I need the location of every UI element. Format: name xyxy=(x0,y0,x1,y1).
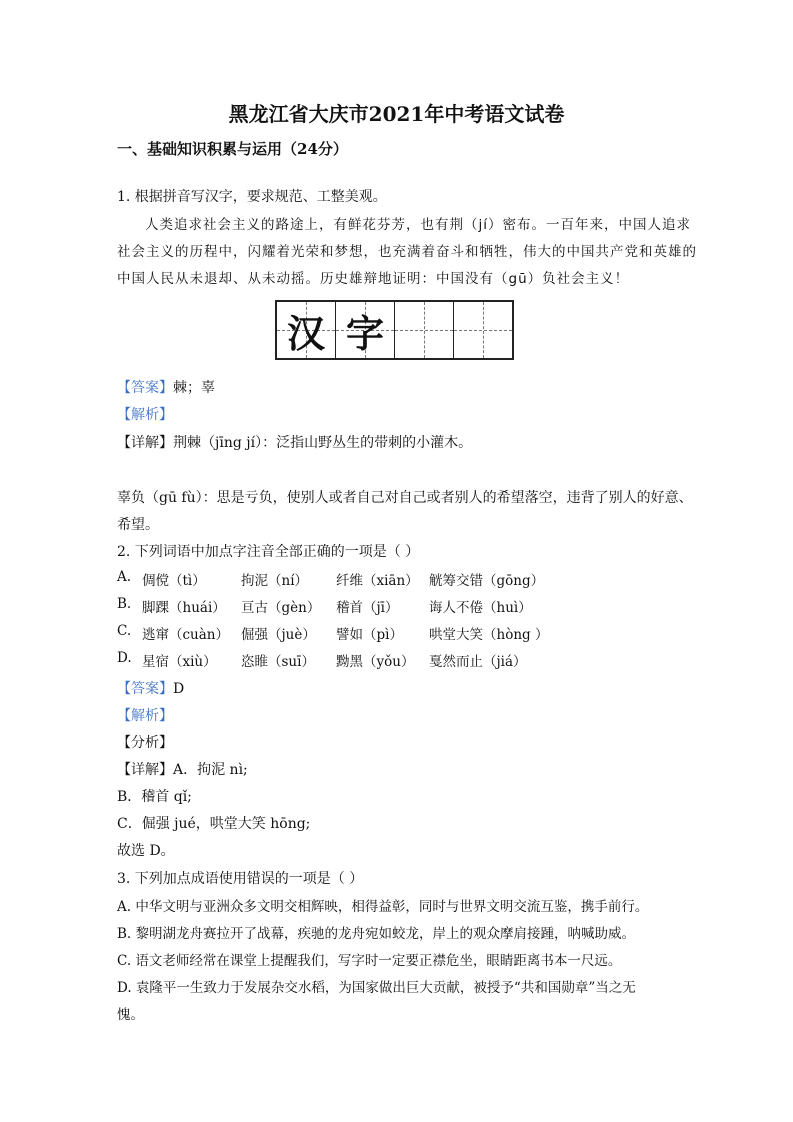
q2-option-d-item: 恣睢（suī） xyxy=(241,654,315,670)
answer-text: D xyxy=(173,681,185,697)
detail-tag: 【详解】 xyxy=(117,762,173,778)
detail-text: A．拘泥 nì; xyxy=(173,762,248,778)
q2-option-c-label: C. xyxy=(117,623,132,639)
q2-detail xyxy=(117,759,248,779)
q2-option-b-item: 诲人不倦（huì） xyxy=(429,600,532,616)
answer-tag: 【答案】 xyxy=(117,380,173,396)
q2-answer xyxy=(117,678,184,698)
q2-option-b-item: 亘古（gèn） xyxy=(241,600,321,616)
q1-detail-2: 辜负（gū fù）：思是亏负，使别人或者自己对自己或者别人的希望落空，违背了别人的好意、 xyxy=(117,490,693,506)
q1-detail xyxy=(117,432,472,452)
q1-passage-line-1: 人类追求社会主义的路途上，有鲜花芬芳，也有荆（jí）密布。一百年来，中国人追求 xyxy=(145,217,692,233)
q1-detail-3: 希望。 xyxy=(117,517,159,533)
answer-text: 棘；辜 xyxy=(173,380,215,396)
q1-passage-line-3: 中国人民从未退却、从未动摇。历史雄辩地证明：中国没有（gū）负社会主义！ xyxy=(117,271,630,287)
q1-passage-line-2: 社会主义的历程中，闪耀着光荣和梦想，也充满着奋斗和牺牲，伟大的中国共产党和英雄的 xyxy=(117,244,697,260)
q3-option-b: B. 黎明湖龙舟赛拉开了战幕，疾驰的龙舟宛如蛟龙，岸上的观众摩肩接踵，呐喊助威。 xyxy=(117,926,636,942)
q3-option-d-continued: 愧。 xyxy=(117,1007,144,1023)
page-title: 黑龙江省大庆市2021年中考语文试卷 xyxy=(228,102,565,126)
grid-char: 汉 xyxy=(286,310,325,356)
q2-analysis-tag: 【解析】 xyxy=(117,708,173,724)
q3-option-c: C. 语文老师经常在课堂上提醒我们，写字时一定要正襟危坐，眼睛距离书本一尺远。 xyxy=(117,953,622,969)
q2-option-d-item: 黝黑（yǒu） xyxy=(336,654,415,670)
detail-text: 荆棘（jīng jí）：泛指山野丛生的带刺的小灌木。 xyxy=(173,435,473,451)
answer-tag: 【答案】 xyxy=(117,681,173,697)
q2-option-b-item: 稽首（jī） xyxy=(336,600,399,616)
q1-answer xyxy=(117,377,215,397)
q2-stem: 2. 下列词语中加点字注音全部正确的一项是（ ） xyxy=(117,544,420,560)
q2-option-d-item: 戛然而止（jiá） xyxy=(429,654,527,670)
q2-option-b-item: 脚踝（huái） xyxy=(142,600,226,616)
q3-option-d: D. 袁隆平一生致力于发展杂交水稻，为国家做出巨大贡献，被授予“共和国勋章”当之无 xyxy=(117,980,636,996)
q1-analysis-tag: 【解析】 xyxy=(117,407,173,423)
q2-option-d-item: 星宿（xiù） xyxy=(142,654,217,670)
q3-option-a: A. 中华文明与亚洲众多文明交相辉映，相得益彰，同时与世界文明交流互鉴，携手前行。 xyxy=(117,899,649,915)
q2-conclusion: 故选 D。 xyxy=(117,843,175,859)
writing-grid xyxy=(275,300,514,360)
q2-option-c-item: 哄堂大笑（hòng ） xyxy=(429,627,549,643)
q2-option-a-item: 纤维（xiān） xyxy=(336,573,419,589)
q2-option-c-item: 逃窜（cuàn） xyxy=(142,627,229,643)
grid-cell xyxy=(277,302,336,358)
grid-cell xyxy=(395,302,454,358)
q1-stem: 1. 根据拼音写汉字，要求规范、工整美观。 xyxy=(117,189,387,205)
q2-option-a-item: 觥筹交错（gōng） xyxy=(429,573,545,589)
q2-detail-line: C．倔强 jué，哄堂大笑 hōng; xyxy=(117,816,311,832)
section-heading: 一、基础知识积累与运用（24分） xyxy=(117,140,348,158)
grid-cell xyxy=(454,302,512,358)
detail-tag: 【详解】 xyxy=(117,435,173,451)
q2-option-c-item: 倔强（juè） xyxy=(241,627,316,643)
grid-cell xyxy=(336,302,395,358)
q2-option-a-item: 倜傥（tì） xyxy=(142,573,206,589)
q2-option-b-label: B. xyxy=(117,596,132,612)
grid-char: 字 xyxy=(345,310,384,356)
q2-option-a-item: 拘泥（ní） xyxy=(241,573,309,589)
q3-stem: 3. 下列加点成语使用错误的一项是（ ） xyxy=(117,871,364,887)
q2-detail-line: B．稽首 qǐ; xyxy=(117,789,192,805)
q2-option-a-label: A. xyxy=(117,569,132,585)
q2-fenxi-tag: 【分析】 xyxy=(117,735,173,751)
q2-option-d-label: D. xyxy=(117,650,132,666)
q2-option-c-item: 譬如（pì） xyxy=(336,627,403,643)
